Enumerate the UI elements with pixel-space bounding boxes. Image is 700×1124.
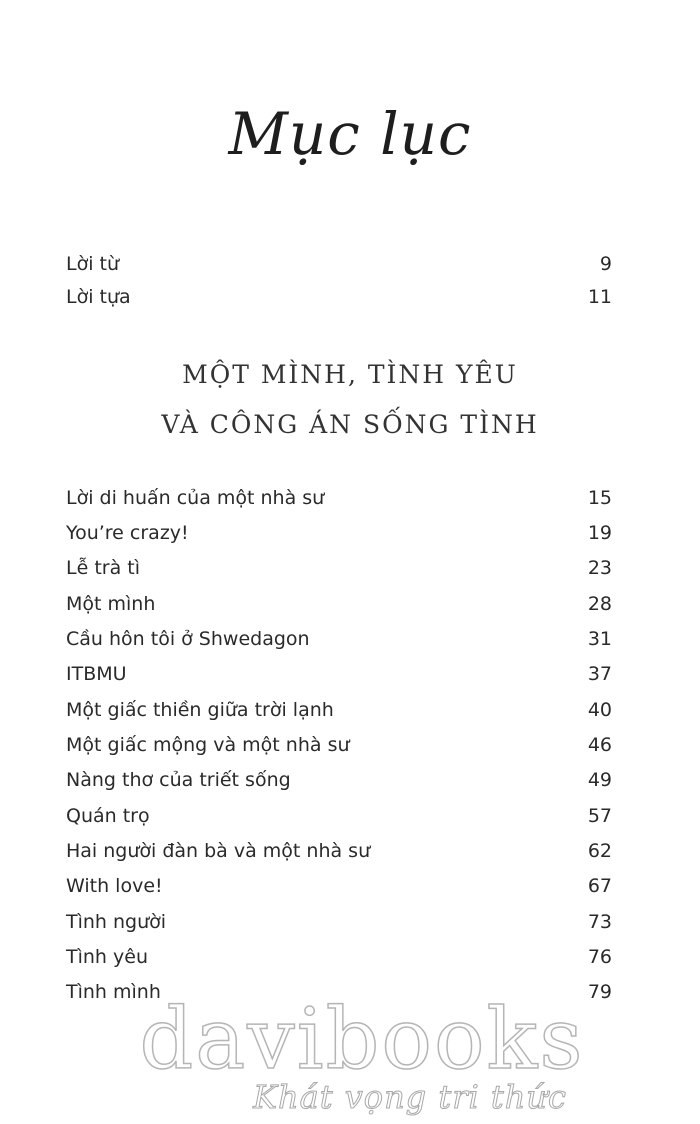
section-heading-line-1: MỘT MÌNH, TÌNH YÊU	[182, 360, 518, 389]
toc-entry-page: 46	[587, 734, 612, 756]
toc-entry-page: 49	[587, 769, 612, 791]
page-title: Mục lục	[228, 100, 472, 168]
toc-entry-label: Hai người đàn bà và một nhà sư	[66, 840, 371, 862]
toc-entry	[66, 871, 612, 901]
toc-entry	[66, 589, 612, 619]
toc-entry-label: Lời từ	[66, 253, 120, 275]
toc-entry-label: Tình yêu	[66, 946, 148, 968]
toc-entry	[66, 765, 612, 795]
toc-entry-page: 57	[587, 805, 612, 827]
toc-entry-page: 23	[587, 557, 612, 579]
toc-entry-page: 37	[587, 663, 612, 685]
toc-entry	[66, 249, 612, 279]
toc-entry	[66, 801, 612, 831]
toc-entry-label: You’re crazy!	[66, 522, 189, 544]
toc-entry-label: Tình người	[66, 911, 167, 933]
toc-entry-page: 40	[587, 699, 612, 721]
watermark-brand: davibooks	[139, 990, 585, 1088]
toc-entry-page: 28	[587, 593, 612, 615]
toc-entry	[66, 695, 612, 725]
watermark-slogan: Khát vọng tri thức	[253, 1078, 567, 1116]
toc-entry-label: Một mình	[66, 593, 156, 615]
toc-entry	[66, 282, 612, 312]
toc-entry-label: Tình mình	[66, 981, 161, 1003]
toc-entry-label: Lời tựa	[66, 286, 131, 308]
toc-entry-label: Lễ trà tì	[66, 557, 140, 579]
toc-entry	[66, 483, 612, 513]
toc-entry-label: Một giấc mộng và một nhà sư	[66, 734, 350, 756]
toc-entry-page: 19	[587, 522, 612, 544]
toc-entry-page: 62	[587, 840, 612, 862]
toc-entry-label: ITBMU	[66, 663, 127, 685]
toc-entry	[66, 624, 612, 654]
toc-entry-page: 31	[587, 628, 612, 650]
toc-entry-page: 15	[587, 487, 612, 509]
toc-entry	[66, 836, 612, 866]
toc-entry-label: With love!	[66, 875, 163, 897]
toc-entry	[66, 553, 612, 583]
toc-entry-page: 76	[587, 946, 612, 968]
toc-entry	[66, 907, 612, 937]
toc-entry-page: 73	[587, 911, 612, 933]
toc-entry	[66, 659, 612, 689]
toc-entry-label: Quán trọ	[66, 805, 150, 827]
section-heading-line-2: VÀ CÔNG ÁN SỐNG TÌNH	[161, 410, 539, 439]
toc-entry-label: Một giấc thiền giữa trời lạnh	[66, 699, 334, 721]
toc-entry-page: 79	[587, 981, 612, 1003]
toc-entry-label: Nàng thơ của triết sống	[66, 769, 291, 791]
toc-entry-page: 9	[599, 253, 612, 275]
toc-entry-label: Lời di huấn của một nhà sư	[66, 487, 325, 509]
toc-entry-label: Cầu hôn tôi ở Shwedagon	[66, 628, 310, 650]
toc-entry-page: 11	[587, 286, 612, 308]
toc-entry	[66, 518, 612, 548]
toc-entry	[66, 942, 612, 972]
toc-entry	[66, 730, 612, 760]
toc-entry-page: 67	[587, 875, 612, 897]
